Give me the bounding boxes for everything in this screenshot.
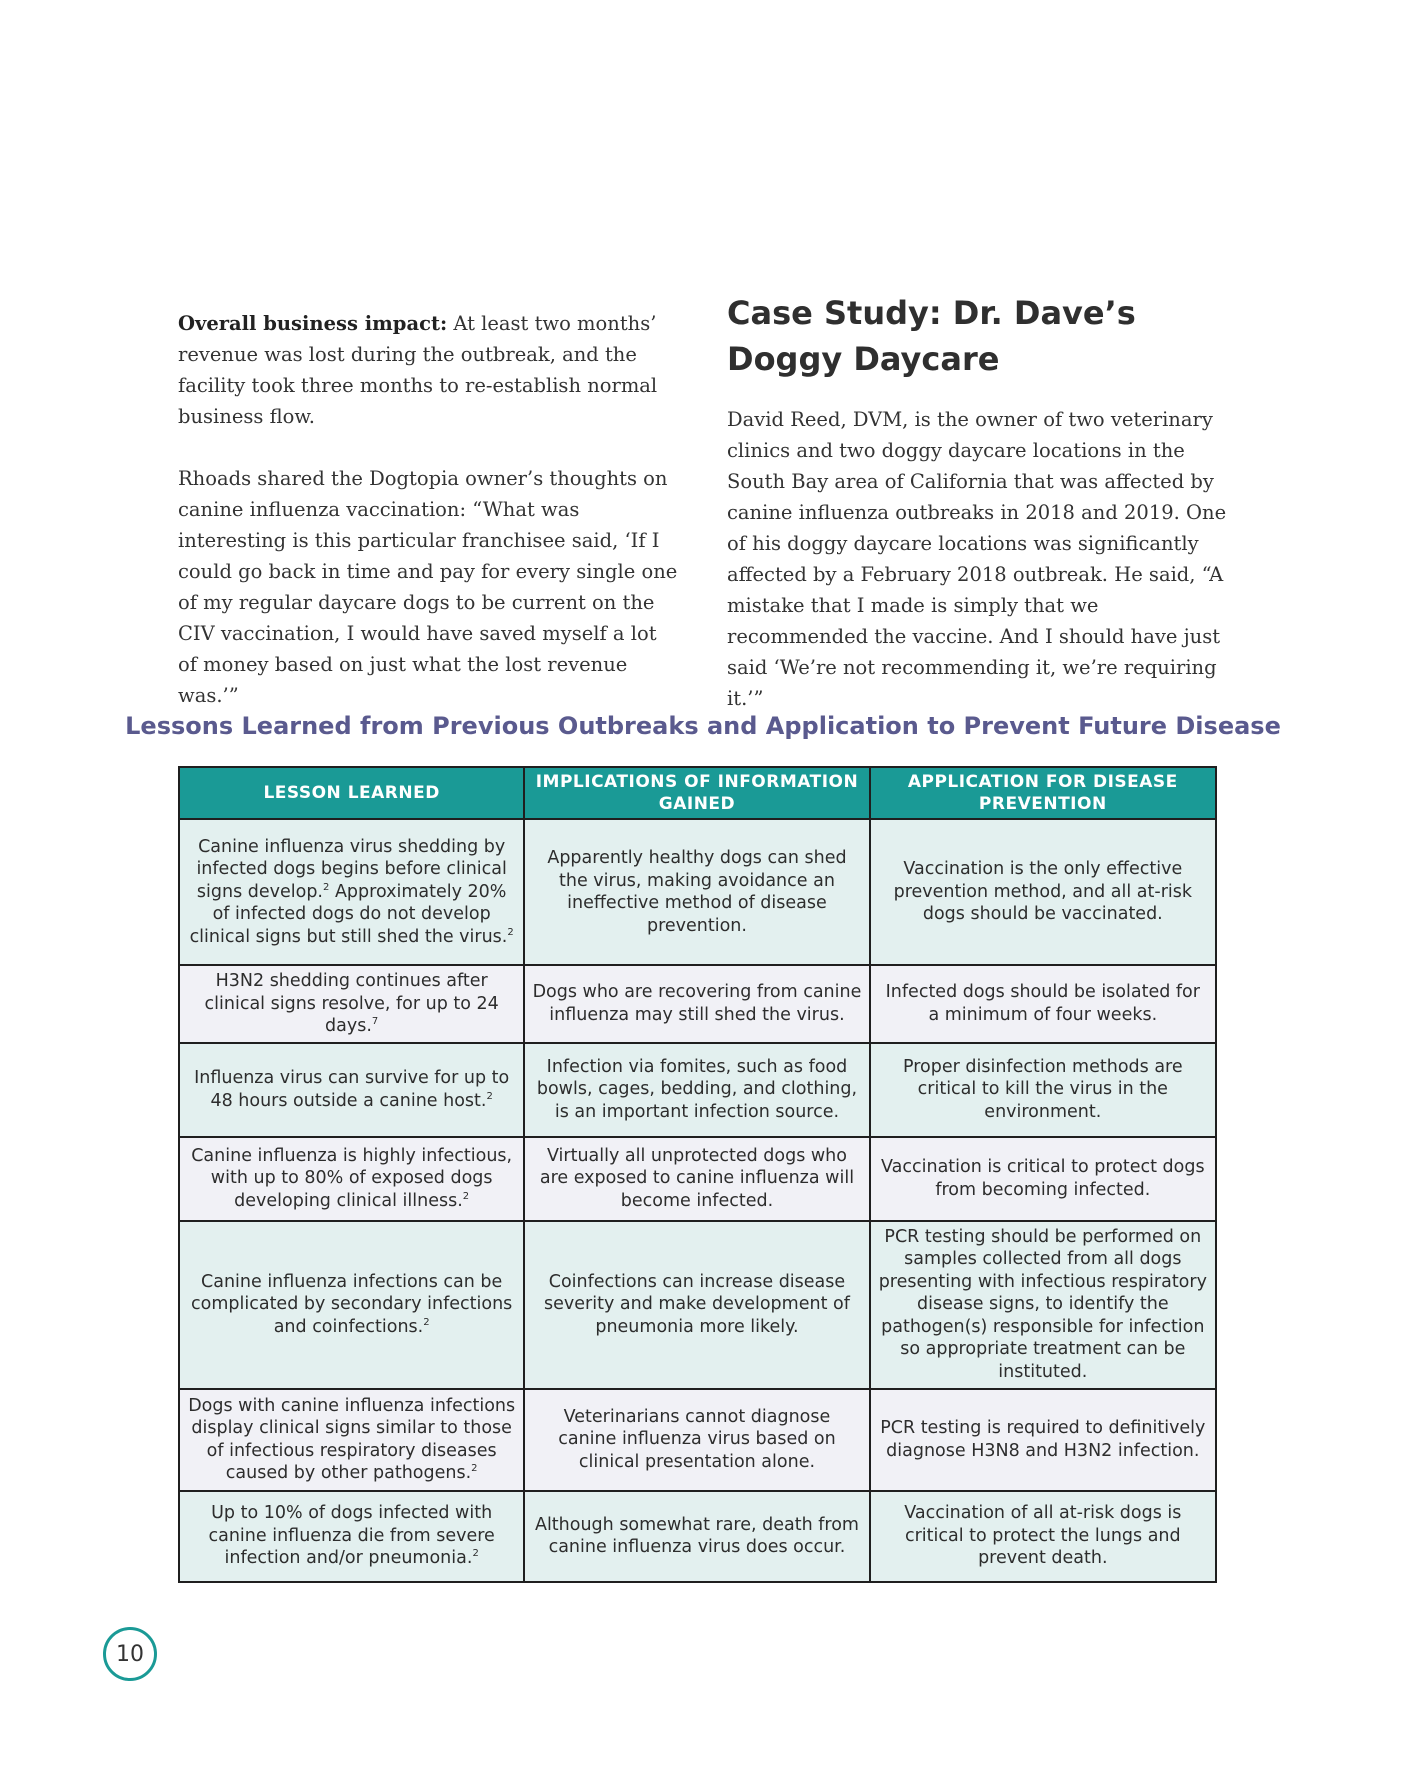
- page-number-badge: [103, 1627, 157, 1681]
- implication-cell: Apparently healthy dogs can shed the virus, making avoidance an ineffective method of disease prevention.: [524, 819, 869, 965]
- lesson-text: Influenza virus can survive for up to 48 hours outside a canine host.: [194, 1068, 510, 1111]
- lesson-cell: [179, 1491, 524, 1582]
- table-row: [179, 1137, 1216, 1221]
- citation: 7: [371, 1016, 379, 1028]
- implication-cell: Veterinarians cannot diagnose canine influenza virus based on clinical presentation alone.: [524, 1389, 869, 1491]
- impact-label: Overall business impact:: [178, 312, 448, 335]
- implication-cell: Although somewhat rare, death from canine influenza virus does occur.: [524, 1491, 869, 1582]
- table-row: [179, 1389, 1216, 1491]
- quote-paragraph: Rhoads shared the Dogtopia owner’s thoughts on canine influenza vaccination: “What was interesting is this particular franchisee said, ‘If I could go back in time and pay for every single one of my regular daycare dogs to be current on the CIV vaccination, I would have saved myself a lot of money based on just what the lost revenue was.’”: [178, 467, 678, 707]
- header-implications: IMPLICATIONS OF INFORMATION GAINED: [524, 767, 869, 819]
- application-cell: Vaccination is the only effective prevention method, and all at-risk dogs should be vaccinated.: [870, 819, 1216, 965]
- lesson-text: Canine influenza virus shedding by infected dogs begins before clinical signs develop.: [196, 836, 507, 902]
- left-column: [178, 308, 678, 742]
- table-title: Lessons Learned from Previous Outbreaks and Application to Prevent Future Disease: [125, 712, 1281, 740]
- implication-cell: Coinfections can increase disease severity and make development of pneumonia more likely.: [524, 1221, 869, 1389]
- citation: 2: [323, 881, 330, 893]
- implication-cell: Infection via fomites, such as food bowls, cages, bedding, and clothing, is an important infection source.: [524, 1043, 869, 1137]
- lesson-text: H3N2 shedding continues after clinical signs resolve, for up to 24 days.: [204, 971, 499, 1036]
- header-lesson-learned: LESSON LEARNED: [179, 767, 524, 819]
- application-cell: PCR testing is required to definitively diagnose H3N8 and H3N2 infection.: [870, 1389, 1216, 1491]
- lesson-text: Canine influenza infections can be complicated by secondary infections and coinfections.: [191, 1271, 513, 1337]
- lesson-cell: [179, 1221, 524, 1389]
- table-row: [179, 1221, 1216, 1389]
- lesson-text: Up to 10% of dogs infected with canine influenza die from severe infection and/or pneumonia.: [208, 1503, 495, 1569]
- lesson-cell: [179, 1389, 524, 1491]
- lesson-cell: [179, 965, 524, 1043]
- case-study-body: David Reed, DVM, is the owner of two veterinary clinics and two doggy daycare locations in the South Bay area of California that was affected by canine influenza outbreaks in 2018 and 2019. One of his doggy daycare locations was significantly affected by a February 2018 outbreak. He said, “A mistake that I made is simply that we recommended the vaccine. And I should have just said ‘We’re not recommending it, we’re requiring it.’”: [727, 408, 1227, 710]
- table-header-row: [179, 767, 1216, 819]
- table-row: [179, 1491, 1216, 1582]
- lesson-cell: [179, 1137, 524, 1221]
- lesson-cell: [179, 819, 524, 965]
- implication-cell: Dogs who are recovering from canine influenza may still shed the virus.: [524, 965, 869, 1043]
- citation: 2: [486, 1090, 493, 1102]
- business-impact-paragraph: [178, 308, 678, 432]
- table-row: [179, 819, 1216, 965]
- citation: 2: [472, 1548, 479, 1560]
- case-study-title: Case Study: Dr. Dave’s Doggy Daycare: [727, 294, 1136, 378]
- citation: 2: [471, 1463, 478, 1475]
- implication-cell: Virtually all unprotected dogs who are exposed to canine influenza will become infected.: [524, 1137, 869, 1221]
- application-cell: Vaccination of all at-risk dogs is critical to protect the lungs and prevent death.: [870, 1491, 1216, 1582]
- citation: 2: [423, 1316, 430, 1328]
- application-cell: PCR testing should be performed on samples collected from all dogs presenting with infectious respiratory disease signs, to identify the pathogen(s) responsible for infection so appropriate treatment can be instituted.: [870, 1221, 1216, 1389]
- citation: 2: [507, 926, 514, 938]
- impact-text: At least two months’ revenue was lost during the outbreak, and the facility took three months to re-establish normal business flow.: [178, 312, 658, 428]
- citation: 2: [462, 1190, 470, 1202]
- table-row: [179, 965, 1216, 1043]
- page-number: 10: [116, 1641, 144, 1667]
- case-study-column: [727, 290, 1227, 714]
- lesson-text: Approximately 20% of infected dogs do not develop clinical signs but still shed the virus.: [189, 881, 508, 947]
- application-cell: Infected dogs should be isolated for a minimum of four weeks.: [870, 965, 1216, 1043]
- lessons-table: [178, 766, 1217, 1583]
- application-cell: Vaccination is critical to protect dogs from becoming infected.: [870, 1137, 1216, 1221]
- application-cell: Proper disinfection methods are critical to kill the virus in the environment.: [870, 1043, 1216, 1137]
- header-application: APPLICATION FOR DISEASE PREVENTION: [870, 767, 1216, 819]
- table-row: [179, 1043, 1216, 1137]
- lesson-cell: [179, 1043, 524, 1137]
- lesson-text: Dogs with canine influenza infections display clinical signs similar to those of infectious respiratory diseases caused by other pathogens.: [188, 1395, 516, 1483]
- lesson-text: Canine influenza is highly infectious, with up to 80% of exposed dogs developing clinical illness.: [191, 1145, 513, 1211]
